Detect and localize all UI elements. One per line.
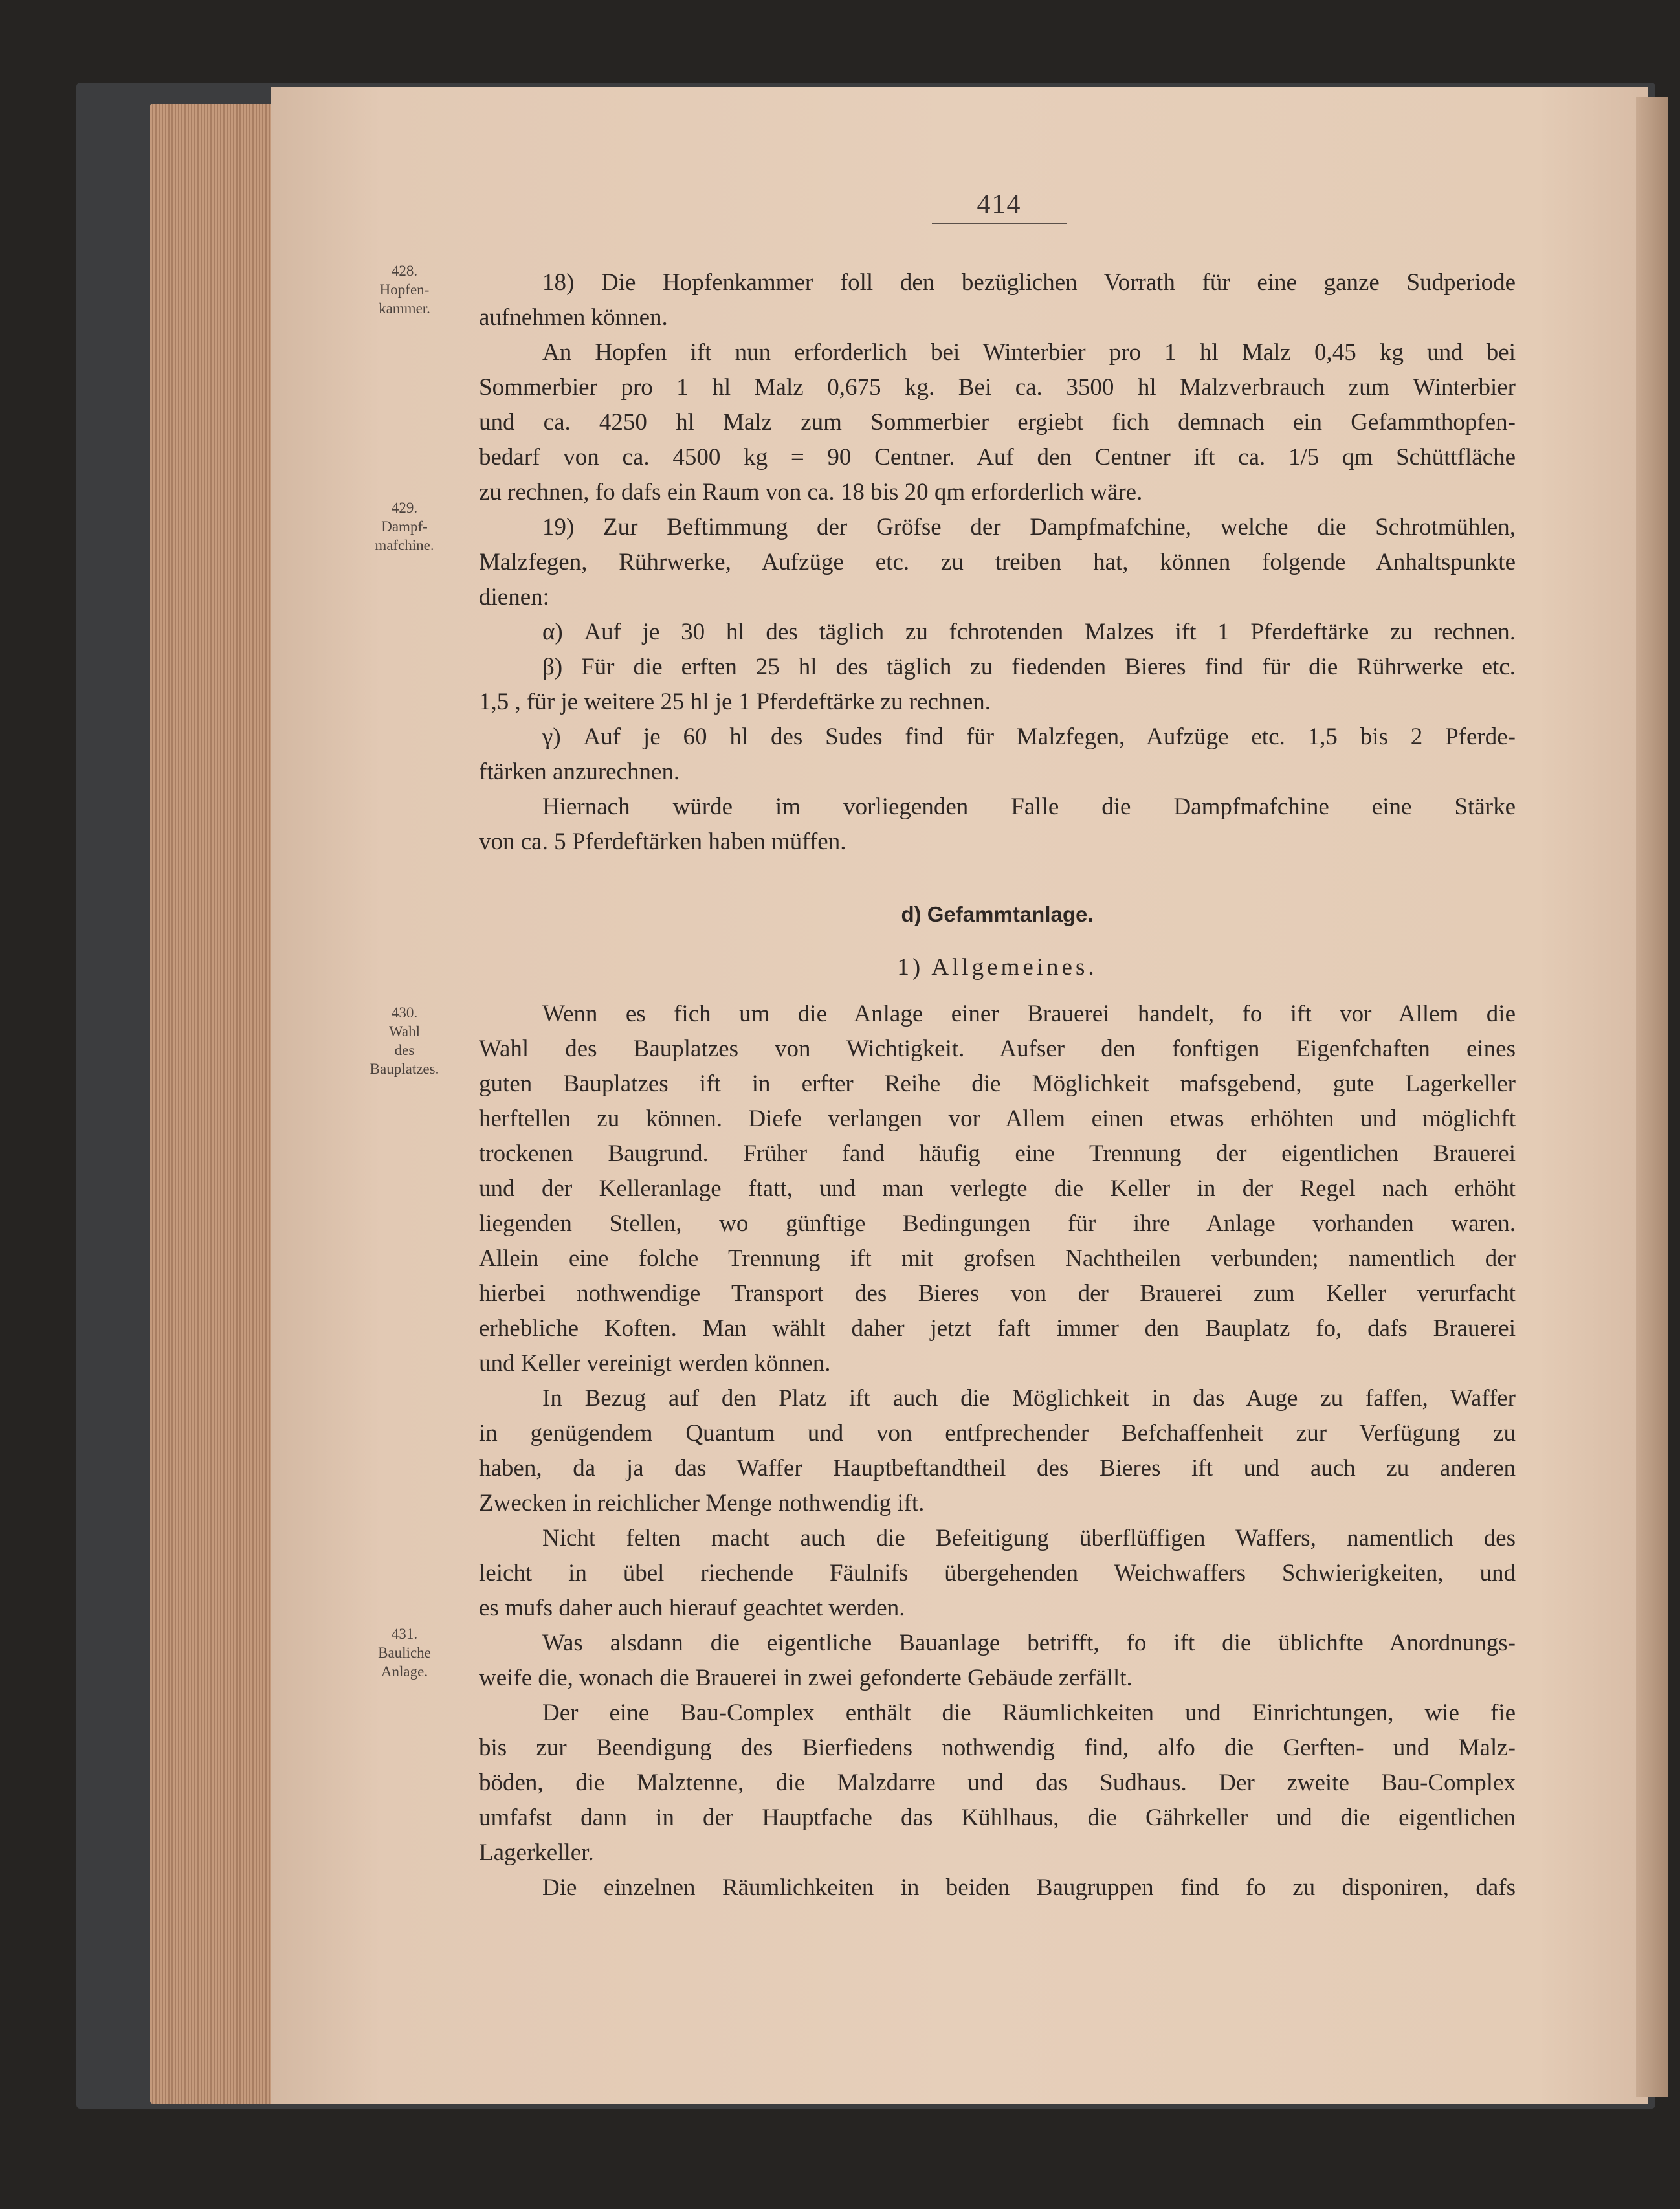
text-line: aufnehmen können. (479, 304, 668, 331)
margin-note-label: Dampf- mafchine. (375, 518, 434, 553)
text-line: böden, die Malztenne, die Malzdarre und das Sudhaus. Der zweite Bau-Complex (479, 1770, 1516, 1796)
text-line: weife die, wonach die Brauerei in zwei gefonderte Gebäude zerfällt. (479, 1665, 1133, 1691)
page-number: 414 (932, 189, 1067, 224)
text-line: α) Auf je 30 hl des täglich zu fchrotenden Malzes ift 1 Pferdeftärke zu rechnen. (542, 619, 1516, 645)
text-line: umfafst dann in der Hauptfache das Kühlhaus, die Gährkeller und die eigentlichen (479, 1804, 1516, 1831)
page-edges (150, 104, 273, 2104)
text-line: Wenn es fich um die Anlage einer Brauerei handelt, fo ift vor Allem die (542, 1001, 1516, 1027)
margin-note-label: Wahl des Bauplatzes. (370, 1023, 439, 1077)
margin-note-number: 429. (391, 500, 418, 516)
text-line: Nicht felten macht auch die Befeitigung überflüffigen Waffers, namentlich des (542, 1525, 1516, 1551)
text-line: es mufs daher auch hierauf geachtet werden. (479, 1595, 905, 1621)
margin-note-number: 431. (391, 1626, 418, 1642)
margin-note-label: Bauliche Anlage. (378, 1645, 431, 1680)
text-line: An Hopfen ift nun erforderlich bei Winterbier pro 1 hl Malz 0,45 kg und bei (542, 339, 1516, 366)
text-line: zu rechnen, fo dafs ein Raum von ca. 18 bis 20 qm erforderlich wäre. (479, 479, 1143, 505)
text-line: und ca. 4250 hl Malz zum Sommerbier ergiebt fich demnach ein Gefammthopfen- (479, 409, 1516, 436)
text-line: Lagerkeller. (479, 1839, 594, 1866)
text-line: haben, da ja das Waffer Hauptbeftandtheil des Bieres ift und auch zu anderen (479, 1455, 1516, 1482)
text-line: Der eine Bau-Complex enthält die Räumlichkeiten und Einrichtungen, wie fie (542, 1700, 1516, 1726)
margin-note-number: 430. (391, 1005, 418, 1021)
subsection-heading: 1) Allgemeines. (897, 954, 1098, 981)
text-line: Zwecken in reichlicher Menge nothwendig ift. (479, 1490, 925, 1516)
text-line: Malzfegen, Rührwerke, Aufzüge etc. zu treiben hat, können folgende Anhaltspunkte (479, 549, 1516, 575)
text-line: dienen: (479, 584, 549, 610)
text-line: Wahl des Bauplatzes von Wichtigkeit. Aufser den fonftigen Eigenfchaften eines (479, 1036, 1516, 1062)
text-line: und der Kelleranlage ftatt, und man verlegte die Keller in der Regel nach erhöht (479, 1175, 1516, 1202)
margin-note-label: Hopfen- kammer. (379, 282, 430, 316)
text-line: γ) Auf je 60 hl des Sudes find für Malzfegen, Aufzüge etc. 1,5 bis 2 Pferde- (542, 724, 1516, 750)
text-line: In Bezug auf den Platz ift auch die Möglichkeit in das Auge zu faffen, Waffer (542, 1385, 1516, 1412)
text-line: hierbei nothwendige Transport des Bieres von der Brauerei zum Keller verurfacht (479, 1280, 1516, 1307)
margin-note-430 (349, 1003, 459, 1078)
text-line: bedarf von ca. 4500 kg = 90 Centner. Auf den Centner ift ca. 1/5 qm Schüttfläche (479, 444, 1516, 471)
text-line: Die einzelnen Räumlichkeiten in beiden Baugruppen find fo zu disponiren, dafs (542, 1874, 1516, 1901)
text-line: 1,5 , für je weitere 25 hl je 1 Pferdeftärke zu rechnen. (479, 689, 991, 715)
text-line: Allein eine folche Trennung ift mit grofsen Nachtheilen verbunden; namentlich der (479, 1245, 1516, 1272)
text-line: 19) Zur Beftimmung der Gröfse der Dampfmafchine, welche die Schrotmühlen, (542, 514, 1516, 540)
margin-note-429 (349, 498, 459, 555)
text-line: Sommerbier pro 1 hl Malz 0,675 kg. Bei ca. 3500 hl Malzverbrauch zum Winterbier (479, 374, 1516, 401)
margin-note-number: 428. (391, 263, 418, 279)
text-line: in genügendem Quantum und von entfprechender Befchaffenheit zur Verfügung zu (479, 1420, 1516, 1447)
text-line: ftärken anzurechnen. (479, 759, 680, 785)
text-line: von ca. 5 Pferdeftärken haben müffen. (479, 828, 846, 855)
text-line: β) Für die erften 25 hl des täglich zu fiedenden Bieres find für die Rührwerke etc. (542, 654, 1516, 680)
text-line: herftellen zu können. Diefe verlangen vor Allem einen etwas erhöhten und möglichft (479, 1105, 1516, 1132)
text-line: leicht in übel riechende Fäulnifs übergehenden Weichwaffers Schwierigkeiten, und (479, 1560, 1516, 1586)
text-line: 18) Die Hopfenkammer foll den bezüglichen Vorrath für eine ganze Sudperiode (542, 269, 1516, 296)
margin-note-431 (349, 1625, 459, 1681)
text-line: bis zur Beendigung des Bierfiedens nothwendig find, alfo die Gerften- und Malz- (479, 1735, 1516, 1761)
text-line: und Keller vereinigt werden können. (479, 1350, 831, 1377)
section-heading: d) Gefammtanlage. (901, 902, 1094, 926)
text-line: Was alsdann die eigentliche Bauanlage betrifft, fo ift die üblichfte Anordnungs- (542, 1630, 1516, 1656)
margin-note-428 (349, 261, 459, 318)
text-line: guten Bauplatzes ift in erfter Reihe die Möglichkeit mafsgebend, gute Lagerkeller (479, 1071, 1516, 1097)
text-line: trockenen Baugrund. Früher fand häufig eine Trennung der eigentlichen Brauerei (479, 1140, 1516, 1167)
text-line: Hiernach würde im vorliegenden Falle die Dampfmafchine eine Stärke (542, 794, 1516, 820)
text-line: erhebliche Koften. Man wählt daher jetzt faft immer den Bauplatz fo, dafs Brauerei (479, 1315, 1516, 1342)
facing-page-edge (1636, 97, 1668, 2097)
text-line: liegenden Stellen, wo günftige Bedingungen für ihre Anlage vorhanden waren. (479, 1210, 1516, 1237)
